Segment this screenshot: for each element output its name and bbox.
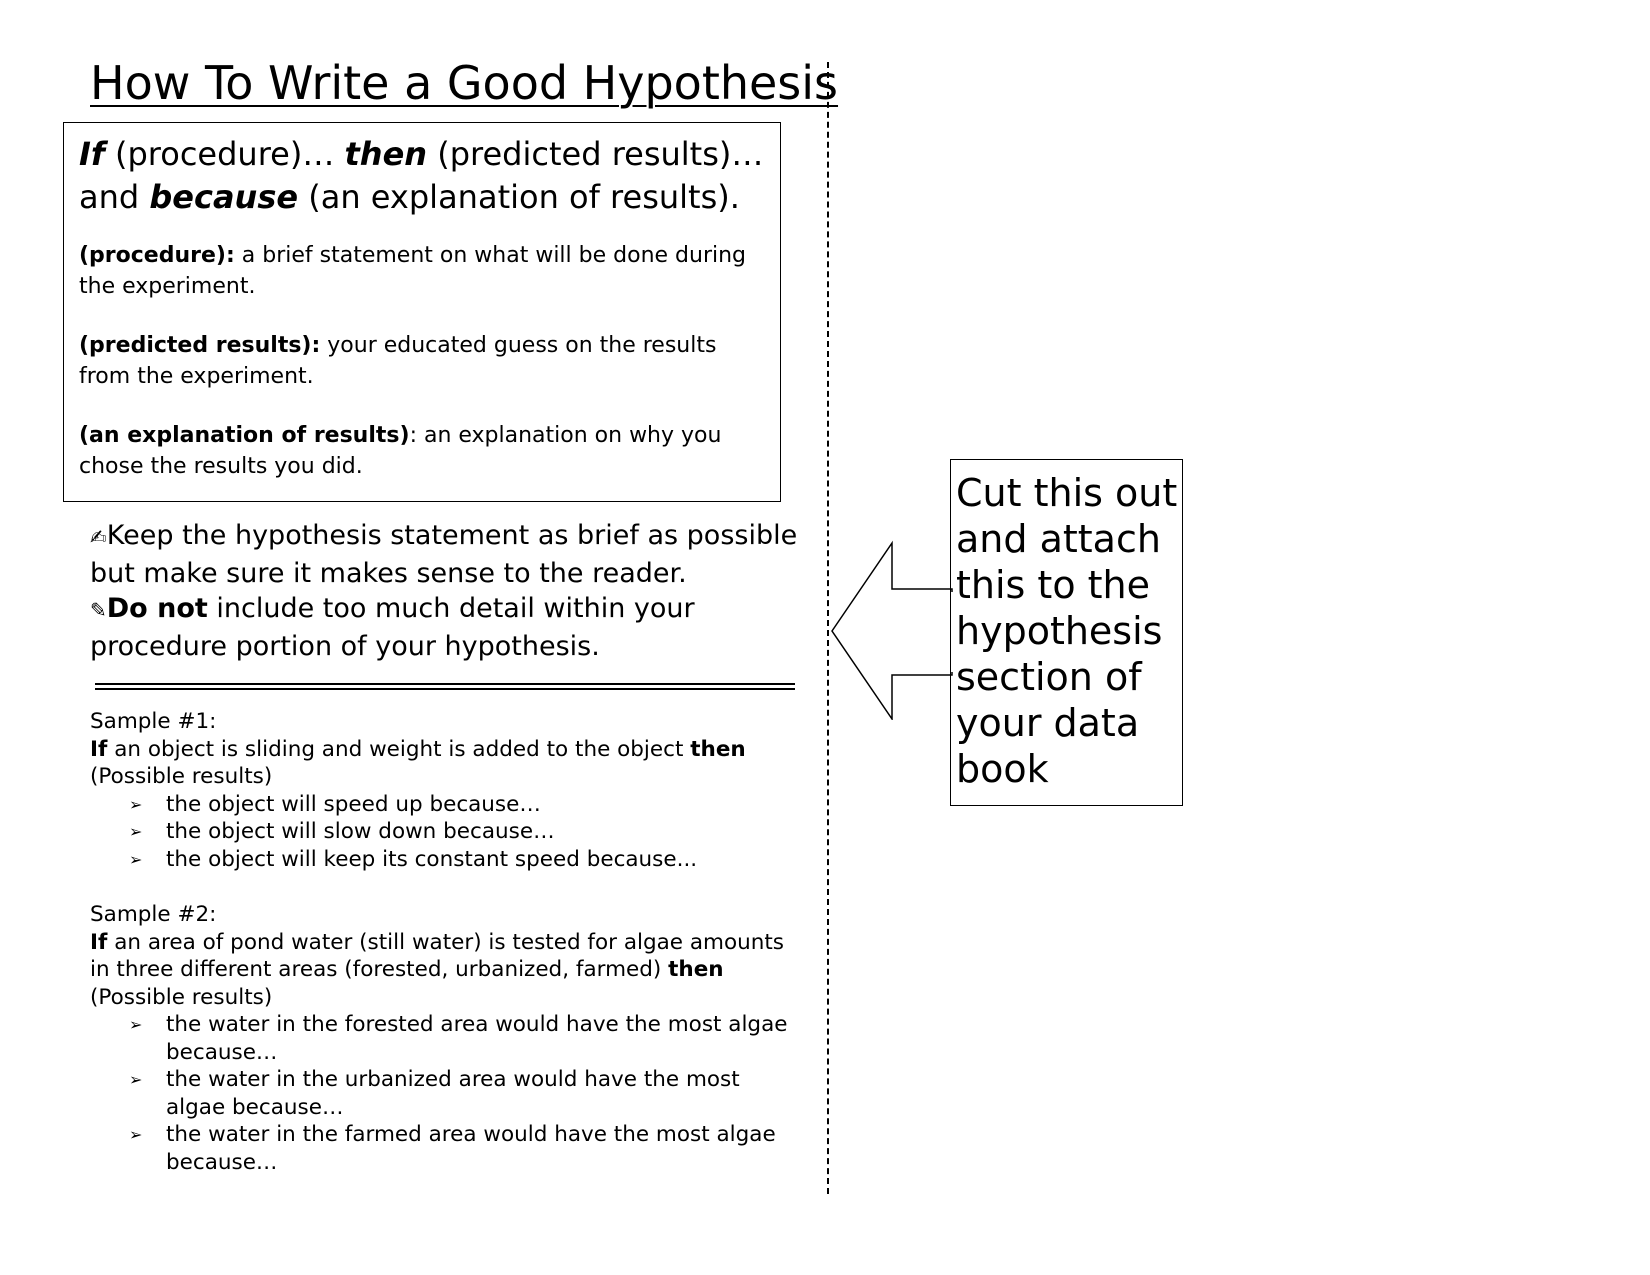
cut-out-instruction-box: Cut this out and attach this to the hypothesis section of your data book — [950, 459, 1183, 806]
section-divider — [95, 683, 795, 690]
sample1-statement: If an object is sliding and weight is added to the object then — [90, 736, 746, 762]
writing-hand-icon: ✍ — [90, 525, 107, 549]
tip-brief: ✍Keep the hypothesis statement as brief as possible but make sure it makes sense to the reader. — [90, 520, 798, 589]
sample2-possible-results: (Possible results) — [90, 984, 273, 1010]
list-item: ➢ the object will speed up because… — [129, 791, 541, 817]
list-item: ➢ the water in the forested area would have the most algae because… — [129, 1012, 788, 1065]
samples-section — [90, 708, 790, 1176]
definition-predicted-results: (predicted results): your educated guess on the results from the experiment. — [79, 333, 717, 389]
sample1-heading: Sample #1: — [90, 709, 217, 734]
because-keyword: because — [149, 178, 299, 216]
sample2-results-list — [90, 1011, 790, 1176]
cut-line — [827, 62, 829, 1194]
page-title: How To Write a Good Hypothesis — [90, 56, 839, 110]
if-keyword: If — [79, 135, 105, 173]
definition-procedure: (procedure): a brief statement on what will be done during the experiment. — [79, 243, 747, 299]
arrow-bullet-icon: ➢ — [129, 1015, 143, 1034]
arrow-bullet-icon: ➢ — [129, 1125, 143, 1144]
left-arrow-icon — [830, 540, 955, 720]
arrow-bullet-icon: ➢ — [129, 794, 143, 814]
list-item: ➢ the water in the urbanized area would have the most algae because… — [129, 1067, 740, 1120]
tips-section — [90, 518, 800, 664]
arrow-bullet-icon: ➢ — [129, 822, 143, 841]
sample2-statement: If an area of pond water (still water) is tested for algae amounts in three different areas (forested, urbanized, farmed) then — [90, 929, 785, 982]
arrow-bullet-icon: ➢ — [129, 849, 143, 869]
list-item: ➢ the object will slow down because… — [129, 819, 555, 844]
then-keyword: then — [344, 135, 428, 173]
pointing-hand-icon: ✎ — [90, 598, 107, 622]
arrow-bullet-icon: ➢ — [129, 1070, 143, 1089]
sample2-heading: Sample #2: — [90, 902, 217, 927]
formula-box — [63, 122, 781, 502]
definition-explanation: (an explanation of results): an explanation on why you chose the results you did. — [79, 423, 722, 479]
tip-detail: ✎Do not include too much detail within your procedure portion of your hypothesis. — [90, 593, 695, 662]
list-item: ➢ the object will keep its constant speed because... — [129, 846, 698, 872]
list-item: ➢ the water in the farmed area would have the most algae because… — [129, 1122, 776, 1175]
hypothesis-formula: If (procedure)… then (predicted results)… and because (an explanation of results). — [79, 135, 764, 216]
sample1-possible-results: (Possible results) — [90, 764, 273, 789]
sample1-results-list — [90, 791, 790, 874]
